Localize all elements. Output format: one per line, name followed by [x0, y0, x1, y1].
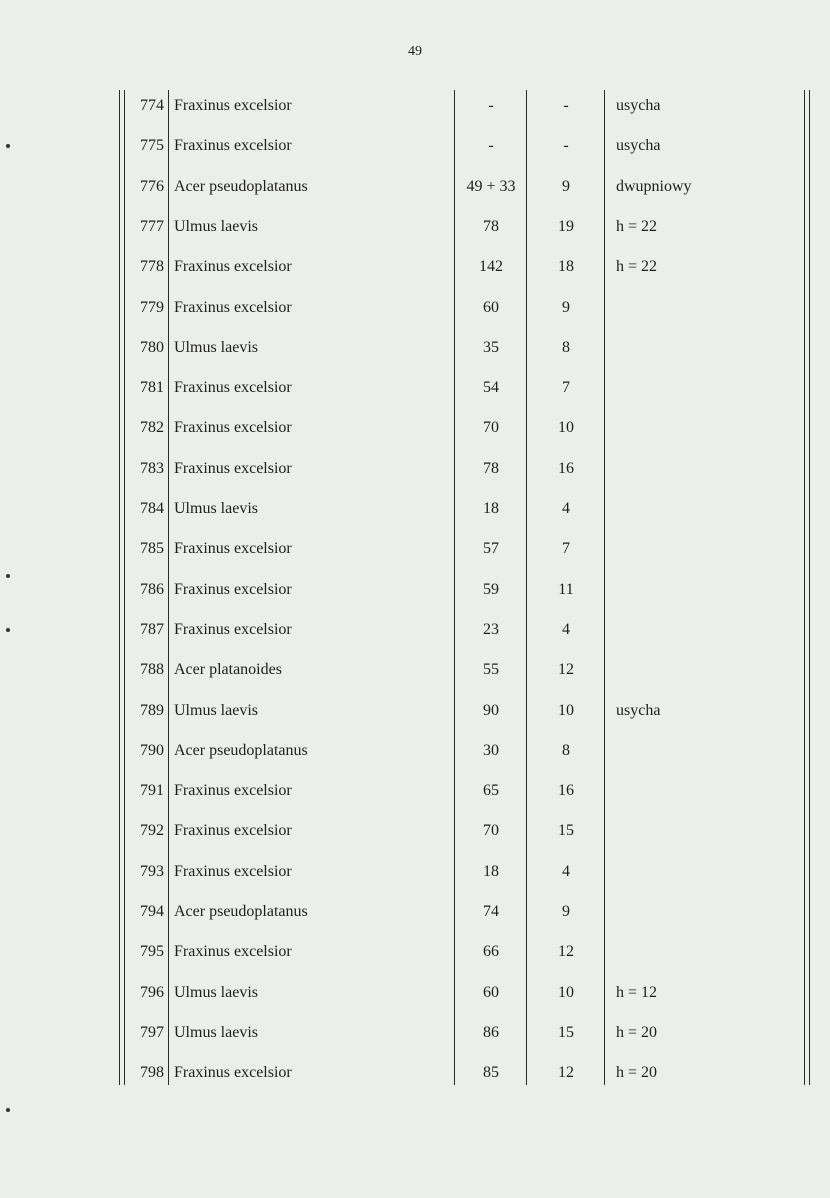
- species-name: Fraxinus excelsior: [174, 137, 292, 155]
- species-name: Fraxinus excelsior: [174, 379, 292, 397]
- species-name: Ulmus laevis: [174, 701, 258, 719]
- height-value: 12: [558, 1064, 574, 1082]
- note-text: h = 22: [616, 217, 658, 235]
- diameter-value: 59: [483, 580, 499, 598]
- tree-number: 778: [140, 258, 164, 276]
- species-name: Acer platanoides: [174, 661, 282, 679]
- height-value: 15: [558, 822, 574, 840]
- species-name: Fraxinus excelsior: [174, 782, 292, 800]
- species-name: Acer pseudoplatanus: [174, 741, 308, 759]
- tree-number: 783: [140, 459, 164, 477]
- table-row: [0, 695, 830, 735]
- scan-speck: [6, 1108, 10, 1112]
- height-value: -: [563, 97, 569, 114]
- tree-number: 797: [140, 1023, 164, 1041]
- height-value: 8: [562, 338, 570, 356]
- diameter-value: 74: [483, 903, 499, 920]
- diameter-value: -: [488, 137, 494, 155]
- height-value: 9: [562, 298, 570, 316]
- note-text: usycha: [616, 137, 661, 155]
- tree-number: 793: [140, 862, 164, 880]
- height-value: 7: [562, 379, 570, 397]
- species-name: Fraxinus excelsior: [174, 1064, 292, 1082]
- diameter-value: 60: [483, 983, 499, 1001]
- height-value: -: [563, 137, 569, 155]
- tree-number: 798: [140, 1064, 164, 1082]
- diameter-value: 90: [483, 701, 499, 719]
- tree-number: 790: [140, 741, 164, 759]
- diameter-value: -: [488, 97, 494, 114]
- tree-number: 774: [140, 97, 164, 114]
- tree-number: 777: [140, 217, 164, 235]
- table-row: [0, 211, 830, 251]
- species-name: Ulmus laevis: [174, 217, 258, 235]
- tree-number: 776: [140, 177, 164, 195]
- table-row: [0, 493, 830, 533]
- height-value: 12: [558, 661, 574, 679]
- diameter-value: 70: [483, 822, 499, 840]
- height-value: 15: [558, 1023, 574, 1041]
- table-row: [0, 372, 830, 412]
- species-name: Fraxinus excelsior: [174, 540, 292, 558]
- table-row: [0, 332, 830, 372]
- species-name: Fraxinus excelsior: [174, 822, 292, 840]
- diameter-value: 54: [483, 379, 499, 397]
- height-value: 10: [558, 701, 574, 719]
- table-row: [0, 533, 830, 573]
- tree-number: 779: [140, 298, 164, 316]
- table-row: [0, 574, 830, 614]
- diameter-value: 23: [483, 620, 499, 638]
- diameter-value: 85: [483, 1064, 499, 1082]
- diameter-value: 86: [483, 1023, 499, 1041]
- table-row: [0, 977, 830, 1017]
- table-row: [0, 775, 830, 815]
- diameter-value: 55: [483, 661, 499, 679]
- note-text: dwupniowy: [616, 177, 692, 195]
- species-name: Fraxinus excelsior: [174, 620, 292, 638]
- species-name: Ulmus laevis: [174, 983, 258, 1001]
- scan-speck: [6, 144, 10, 148]
- tree-number: 784: [140, 500, 164, 517]
- table-row: [0, 1017, 830, 1057]
- note-text: h = 20: [616, 1064, 658, 1082]
- diameter-value: 35: [483, 338, 499, 356]
- scan-speck: [6, 628, 10, 632]
- diameter-value: 18: [483, 862, 499, 880]
- table-row: [0, 896, 830, 936]
- diameter-value: 142: [479, 258, 503, 276]
- tree-number: 775: [140, 137, 164, 155]
- height-value: 9: [562, 903, 570, 920]
- tree-number: 785: [140, 540, 164, 558]
- diameter-value: 78: [483, 217, 499, 235]
- table-row: [0, 453, 830, 493]
- table-row: [0, 856, 830, 896]
- height-value: 16: [558, 459, 574, 477]
- height-value: 16: [558, 782, 574, 800]
- tree-number: 788: [140, 661, 164, 679]
- table-row: [0, 1057, 830, 1097]
- table-row: [0, 815, 830, 855]
- species-name: Fraxinus excelsior: [174, 580, 292, 598]
- table-row: [0, 292, 830, 332]
- species-name: Acer pseudoplatanus: [174, 903, 308, 920]
- diameter-value: 49 + 33: [466, 177, 516, 195]
- species-name: Fraxinus excelsior: [174, 943, 292, 961]
- tree-number: 795: [140, 943, 164, 961]
- tree-number: 782: [140, 419, 164, 437]
- height-value: 4: [562, 500, 570, 517]
- height-value: 19: [558, 217, 574, 235]
- diameter-value: 66: [483, 943, 499, 961]
- diameter-value: 57: [483, 540, 499, 558]
- diameter-value: 78: [483, 459, 499, 477]
- table-row: [0, 654, 830, 694]
- tree-number: 794: [140, 903, 164, 920]
- page-number: 49: [408, 44, 422, 59]
- species-name: Fraxinus excelsior: [174, 258, 292, 276]
- species-name: Ulmus laevis: [174, 500, 258, 517]
- species-name: Acer pseudoplatanus: [174, 177, 308, 195]
- height-value: 12: [558, 943, 574, 961]
- table-row: [0, 171, 830, 211]
- height-value: 7: [562, 540, 570, 558]
- height-value: 10: [558, 419, 574, 437]
- height-value: 9: [562, 177, 570, 195]
- note-text: usycha: [616, 701, 661, 719]
- species-name: Ulmus laevis: [174, 1023, 258, 1041]
- tree-number: 791: [140, 782, 164, 800]
- tree-number: 792: [140, 822, 164, 840]
- table-row: [0, 412, 830, 452]
- height-value: 18: [558, 258, 574, 276]
- species-name: Fraxinus excelsior: [174, 97, 292, 114]
- diameter-value: 70: [483, 419, 499, 437]
- table-row: [0, 251, 830, 291]
- height-value: 10: [558, 983, 574, 1001]
- diameter-value: 30: [483, 741, 499, 759]
- diameter-value: 60: [483, 298, 499, 316]
- table-row: [0, 130, 830, 170]
- species-name: Fraxinus excelsior: [174, 459, 292, 477]
- diameter-value: 65: [483, 782, 499, 800]
- species-name: Fraxinus excelsior: [174, 862, 292, 880]
- scan-speck: [6, 574, 10, 578]
- tree-number: 787: [140, 620, 164, 638]
- table-row: [0, 936, 830, 976]
- diameter-value: 18: [483, 500, 499, 517]
- species-name: Fraxinus excelsior: [174, 298, 292, 316]
- tree-number: 786: [140, 580, 164, 598]
- height-value: 8: [562, 741, 570, 759]
- table-row: [0, 735, 830, 775]
- height-value: 4: [562, 620, 570, 638]
- note-text: h = 12: [616, 983, 658, 1001]
- table-row: [0, 614, 830, 654]
- species-name: Ulmus laevis: [174, 338, 258, 356]
- tree-inventory-table: [0, 90, 830, 1085]
- height-value: 11: [558, 580, 574, 598]
- table-row: [0, 90, 830, 130]
- note-text: h = 20: [616, 1023, 658, 1041]
- tree-number: 781: [140, 379, 164, 397]
- height-value: 4: [562, 862, 570, 880]
- note-text: h = 22: [616, 258, 658, 276]
- tree-number: 789: [140, 701, 164, 719]
- species-name: Fraxinus excelsior: [174, 419, 292, 437]
- tree-number: 780: [140, 338, 164, 356]
- note-text: usycha: [616, 97, 661, 114]
- tree-number: 796: [140, 983, 164, 1001]
